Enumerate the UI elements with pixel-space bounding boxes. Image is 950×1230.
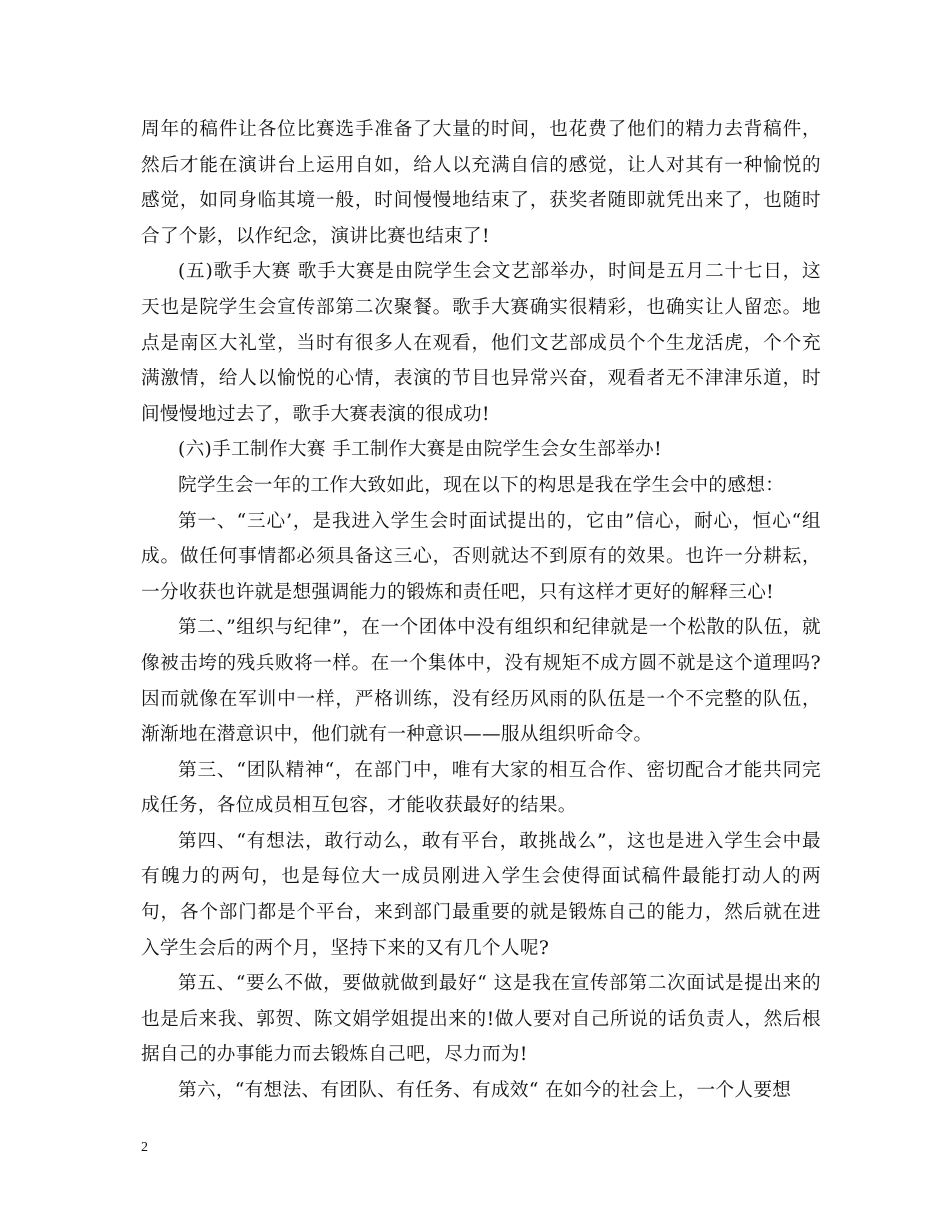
- paragraph-point-two: 第二、”组织与纪律”，在一个团体中没有组织和纪律就是一个松散的队伍，就像被击垮的残兵败将一样。在一个集体中，没有规矩不成方圆不就是这个道理吗?因而就像在军训中一样，严格训练，没有经历风雨的队伍是一个不完整的队伍，渐渐地在潜意识中，他们就有一种意识——服从组织听命令。: [141, 617, 821, 746]
- paragraph-point-six: 第六，“有想法、有团队、有任务、有成效“ 在如今的社会上，一个人要想: [178, 1080, 792, 1102]
- paragraph-point-four: 第四、“有想法，敢行动么，敢有平台，敢挑战么”，这也是进入学生会中最有魄力的两句，也是每位大一成员刚进入学生会使得面试稿件最能打动人的两句，各个部门都是个平台，来到部门最重要的就是锻炼自己的能力，然后就在进入学生会后的两个月，坚持下来的又有几个人呢?: [141, 830, 821, 959]
- paragraph-handicraft-contest: (六)手工制作大赛 手工制作大赛是由院学生会女生部举办!: [178, 439, 662, 461]
- page-number: 2: [141, 1140, 148, 1155]
- paragraph-anniversary-speech: 周年的稿件让各位比赛选手准备了大量的时间，也花费了他们的精力去背稿件，然后才能在演讲台上运用自如，给人以充满自信的感觉，让人对其有一种愉悦的感觉，如同身临其境一般，时间慢慢地结束了，获奖者随即就凭出来了，也随时合了个影，以作纪念，演讲比赛也结束了!: [141, 119, 821, 247]
- paragraph-point-one: 第一、“三心’，是我进入学生会时面试提出的，它由”信心，耐心，恒心“组成。做任何事情都必须具备这三心，否则就达不到原有的效果。也许一分耕耘，一分收获也许就是想强调能力的锻炼和责任吧，只有这样才更好的解释三心!: [141, 510, 821, 603]
- paragraph-singing-contest: (五)歌手大赛 歌手大赛是由院学生会文艺部举办，时间是五月二十七日，这天也是院学生会宣传部第二次聚餐。歌手大赛确实很精彩，也确实让人留恋。地点是南区大礼堂，当时有很多人在观看，他们文艺部成员个个生龙活虎，个个充满激情，给人以愉悦的心情，表演的节目也异常兴奋，观看者无不津津乐道，时间慢慢地过去了，歌手大赛表演的很成功!: [141, 261, 821, 425]
- document-body: [141, 112, 821, 1109]
- paragraph-reflection-intro: 院学生会一年的工作大致如此，现在以下的构思是我在学生会中的感想：: [178, 474, 785, 496]
- paragraph-point-three: 第三、“团队精神“，在部门中，唯有大家的相互合作、密切配合才能共同完成任务，各位成员相互包容，才能收获最好的结果。: [141, 759, 821, 817]
- paragraph-point-five: 第五、“要么不做，要做就做到最好“ 这是我在宣传部第二次面试是提出来的也是后来我、郭贺、陈文娟学姐提出来的!做人要对自己所说的话负责人，然后根据自己的办事能力而去锻炼自己吧，尽力而为!: [141, 973, 821, 1066]
